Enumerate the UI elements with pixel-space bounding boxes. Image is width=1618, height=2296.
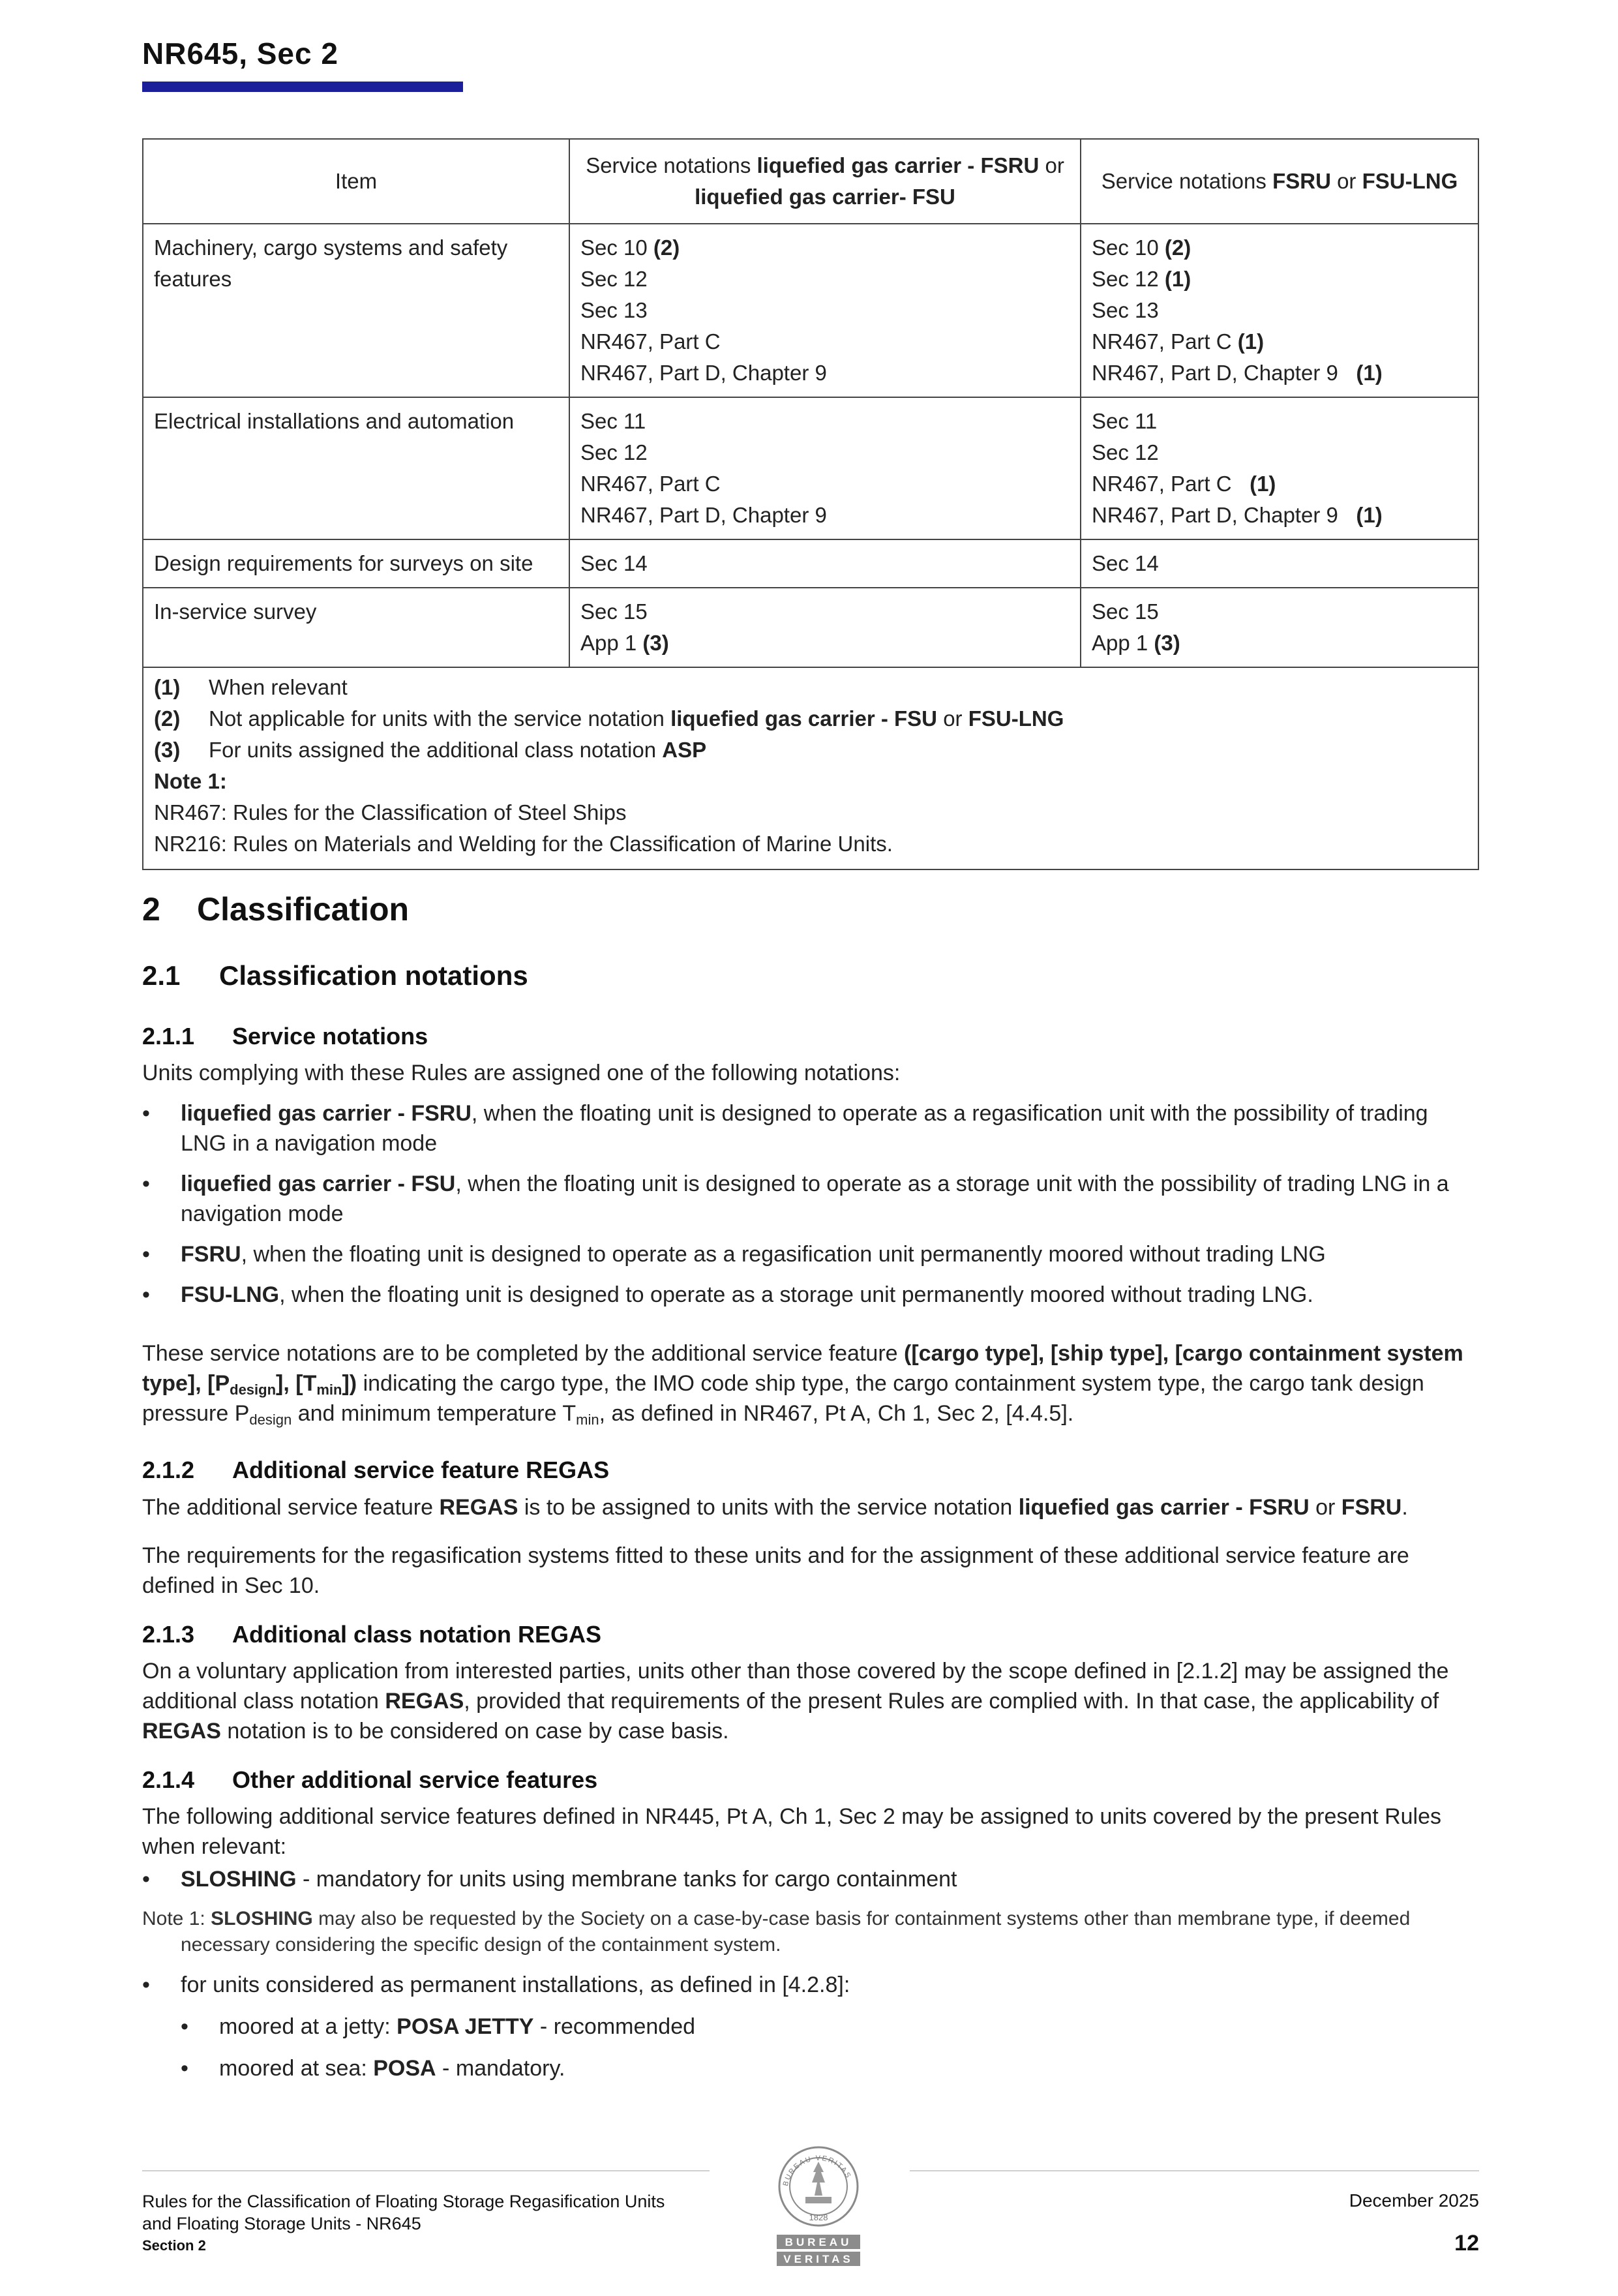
cell-line: Electrical installations and automation	[154, 409, 515, 433]
footer-date: December 2025	[1349, 2190, 1479, 2211]
bullet-list	[142, 1098, 1479, 1310]
section-heading-2-1-4: 2.1.4 Other additional service features	[142, 1766, 598, 1793]
table-row	[143, 588, 1478, 667]
row-item	[143, 397, 569, 539]
svg-text:1828: 1828	[809, 2213, 828, 2222]
note1-line: NR216: Rules on Materials and Welding for the Classification of Marine Units.	[154, 832, 893, 856]
cell-line: NR467, Part C	[580, 329, 721, 354]
footer-rule-left	[142, 2170, 710, 2171]
cell-line: Sec 10 (2)	[580, 235, 680, 260]
cell-line: NR467, Part C	[580, 472, 721, 496]
row-col3	[1081, 539, 1478, 588]
cell-line: App 1 (3)	[1092, 631, 1180, 655]
cell-line: App 1 (3)	[580, 631, 669, 655]
row-item	[143, 224, 569, 397]
paragraph: Units complying with these Rules are assigned one of the following notations:	[142, 1061, 901, 1085]
cell-line: Sec 14	[1092, 551, 1159, 575]
cell-line: Sec 11	[580, 409, 646, 433]
note1-line: NR467: Rules for the Classification of Steel Ships	[154, 800, 627, 824]
bureau-veritas-logo	[773, 2141, 864, 2267]
footer-rule-right	[910, 2170, 1479, 2171]
row-item	[143, 539, 569, 588]
row-col3	[1081, 397, 1478, 539]
cell-line: Sec 13	[580, 298, 648, 322]
cell-line: Design requirements for surveys on site	[154, 551, 533, 575]
note1-label: Note 1:	[154, 769, 227, 793]
footnote: (3) For units assigned the additional class notation ASP	[154, 738, 707, 762]
page-number: 12	[1454, 2231, 1479, 2256]
row-col3	[1081, 224, 1478, 397]
row-item	[143, 588, 569, 667]
list-item: • liquefied gas carrier - FSU, when the floating unit is designed to operate as a storage unit with the possibility of trading LNG in a navigation mode	[142, 1171, 1449, 1226]
cell-line: NR467, Part D, Chapter 9 (1)	[1092, 503, 1383, 527]
paragraph: The additional service feature REGAS is to be assigned to units with the service notation liquefied gas carrier - FSRU or FSRU.	[142, 1495, 1408, 1520]
row-col2	[569, 588, 1081, 667]
list-item: • FSRU, when the floating unit is designed to operate as a regasification unit permanently moored without trading LNG	[142, 1242, 1326, 1267]
cell-line: Sec 12	[580, 267, 648, 291]
paragraph: These service notations are to be completed by the additional service feature ([cargo type], [ship type], [cargo containment system type], $[P_{design}]$, $[T_{min}]$) indicating the cargo type, the IMO code ship type, the cargo containment system type, the cargo tank design pressure $P_{design}$ and minimum temperature $T_{min}$, as defined in NR467, Pt A, Ch 1, Sec 2, [4.4.5].	[142, 1341, 1463, 1428]
footnotes-list	[154, 672, 1467, 766]
cell-line: Sec 10 (2)	[1092, 235, 1191, 260]
svg-text:BUREAU: BUREAU	[785, 2236, 852, 2248]
cell-line: Sec 13	[1092, 298, 1159, 322]
cell-line: NR467, Part C (1)	[1092, 329, 1265, 354]
list-item: • moored at a jetty: POSA JETTY - recommended	[181, 2014, 696, 2039]
paragraph: The following additional service features defined in NR445, Pt A, Ch 1, Sec 2 may be assigned to units covered by the present Rules when relevant:	[142, 1804, 1442, 1859]
row-col2	[569, 397, 1081, 539]
table-header-row	[143, 139, 1478, 224]
cell-line: Machinery, cargo systems and safety	[154, 235, 508, 260]
cell-line: Sec 15	[580, 599, 648, 624]
cell-line: NR467, Part C (1)	[1092, 472, 1276, 496]
list-item: • SLOSHING - mandatory for units using membrane tanks for cargo containment	[142, 1867, 957, 1892]
svg-text:BUREAU VERITAS: BUREAU VERITAS	[781, 2154, 853, 2187]
table-notes	[143, 667, 1478, 869]
header-col3: Service notations FSRU or FSU-LNG	[1081, 139, 1478, 224]
list-item: • FSU-LNG, when the floating unit is designed to operate as a storage unit permanently moored without trading LNG.	[142, 1282, 1313, 1307]
paragraph: The requirements for the regasification systems fitted to these units and for the assignment of these additional service feature are defined in Sec 10.	[142, 1543, 1409, 1598]
rules-reference-table	[142, 138, 1479, 870]
table-row	[143, 539, 1478, 588]
list-item: • liquefied gas carrier - FSRU, when the floating unit is designed to operate as a regasification unit with the possibility of trading LNG in a navigation mode	[142, 1101, 1428, 1156]
cell-line: Sec 12 (1)	[1092, 267, 1191, 291]
section-heading-2-1: 2.1 Classification notations	[142, 960, 528, 991]
section-heading-2-1-2: 2.1.2 Additional service feature REGAS	[142, 1457, 610, 1483]
footnote: (1) When relevant	[154, 675, 348, 699]
cell-line: Sec 11	[1092, 409, 1158, 433]
cell-line: NR467, Part D, Chapter 9	[580, 361, 827, 385]
header-col2: Service notations liquefied gas carrier - FSRU or liquefied gas carrier- FSU	[569, 139, 1081, 224]
section-heading-2-1-1: 2.1.1 Service notations	[142, 1023, 428, 1050]
table-row	[143, 224, 1478, 397]
table-row	[143, 397, 1478, 539]
section-heading-2-1-3: 2.1.3 Additional class notation REGAS	[142, 1621, 602, 1648]
row-col3	[1081, 588, 1478, 667]
cell-line: NR467, Part D, Chapter 9	[580, 503, 827, 527]
header-accent-bar	[142, 82, 463, 92]
cell-line: features	[154, 267, 232, 291]
svg-text:VERITAS: VERITAS	[783, 2253, 854, 2265]
row-col2	[569, 224, 1081, 397]
page-header-title: NR645, Sec 2	[142, 37, 338, 70]
row-col2	[569, 539, 1081, 588]
cell-line: Sec 15	[1092, 599, 1159, 624]
section-heading-2: 2 Classification	[142, 891, 410, 928]
footnote: (2) Not applicable for units with the service notation liquefied gas carrier - FSU or FSU-LNG	[154, 706, 1064, 731]
list-item: • for units considered as permanent installations, as defined in [4.2.8]:	[142, 1972, 850, 1997]
cell-line: Sec 12	[580, 440, 648, 464]
cell-line: Sec 14	[580, 551, 648, 575]
paragraph: On a voluntary application from interested parties, units other than those covered by the scope defined in [2.1.2] may be assigned the additional class notation REGAS, provided that requirements of the present Rules are complied with. In that case, the applicability of REGAS notation is to be considered on case by case basis.	[142, 1659, 1449, 1744]
list-item: • moored at sea: POSA - mandatory.	[181, 2056, 565, 2081]
sub-bullet-list	[142, 2012, 1479, 2083]
cell-line: NR467, Part D, Chapter 9 (1)	[1092, 361, 1383, 385]
header-item: Item	[143, 139, 569, 224]
cell-line: In-service survey	[154, 599, 317, 624]
footer-document-title: Rules for the Classification of Floating Storage Regasification Units and Floating Storage Units - NR645 Section 2	[142, 2192, 665, 2254]
table-notes-row	[143, 667, 1478, 869]
cell-line: Sec 12	[1092, 440, 1159, 464]
note: Note 1: SLOSHING may also be requested by the Society on a case-by-case basis for containment systems other than membrane type, if deemed necessary considering the specific design of the containment system.	[142, 1908, 1411, 1956]
